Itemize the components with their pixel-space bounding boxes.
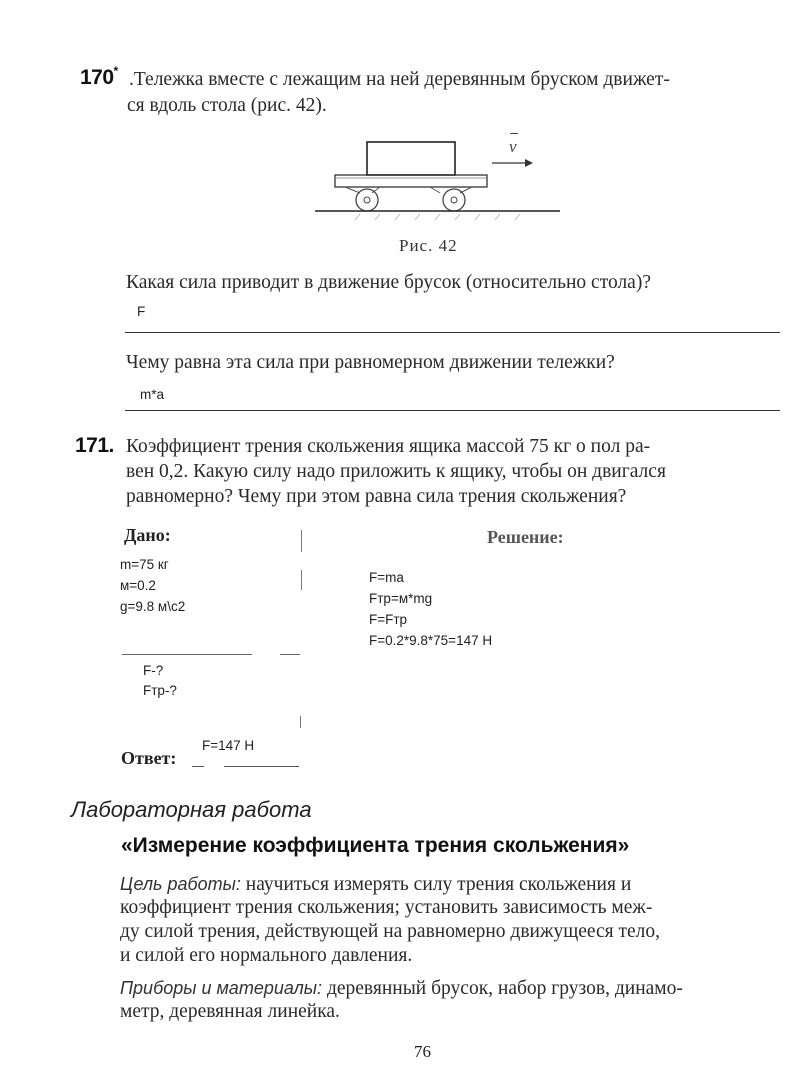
velocity-arrowhead: [525, 159, 533, 167]
given-value-mass[interactable]: m=75 кг: [120, 557, 169, 572]
lab-materials-line1: [120, 977, 683, 1000]
wheel-right: [443, 189, 465, 211]
find-friction[interactable]: Fтр-?: [143, 683, 177, 698]
answer-value[interactable]: F=147 Н: [202, 738, 255, 753]
answer-1-line: [125, 332, 780, 333]
column-divider-1: [301, 530, 302, 552]
table-hatching: [355, 214, 520, 220]
figure-caption: Рис. 42: [399, 236, 458, 255]
solution-line-2[interactable]: Fтр=м*mg: [369, 591, 433, 606]
answer-line-short: [192, 766, 204, 767]
lab-goal-line1: [120, 873, 631, 896]
answer-label: Ответ:: [121, 748, 177, 768]
solution-line-1[interactable]: F=ma: [369, 570, 404, 585]
given-value-mu[interactable]: м=0.2: [120, 578, 156, 593]
goal-line1-text: научиться измерять силу трения скольжения и: [240, 874, 632, 895]
task-170-number: [80, 66, 118, 90]
given-value-g[interactable]: g=9.8 м\с2: [120, 599, 186, 614]
answer-line: [224, 766, 299, 767]
task-170-text-line2: ся вдоль стола (рис. 42).: [127, 95, 327, 116]
answer-1-field[interactable]: F: [137, 304, 146, 319]
given-label: Дано:: [124, 525, 171, 545]
materials-line1-text: деревянный брусок, набор грузов, динамо-: [322, 978, 683, 999]
solution-line-3[interactable]: F=Fтр: [369, 612, 408, 627]
lab-goal-line3: ду силой трения, действующей на равномерно движущееся тело,: [120, 921, 661, 942]
wheel-left: [356, 189, 378, 211]
task-171-text-line2: вен 0,2. Какую силу надо приложить к ящику, чтобы он двигался: [126, 461, 666, 482]
given-divider-right: [280, 654, 300, 655]
answer-2-line: [125, 410, 780, 411]
question-2: Чему равна эта сила при равномерном движении тележки?: [126, 352, 615, 373]
solution-line-4[interactable]: F=0.2*9.8*75=147 Н: [369, 633, 493, 648]
question-1: Какая сила приводит в движение брусок (относительно стола)?: [126, 272, 651, 293]
cart-platform: [335, 175, 487, 187]
task-171-number: 171.: [75, 434, 114, 457]
wheel-left-hub: [364, 197, 370, 203]
given-divider: [122, 654, 252, 655]
wooden-block: [367, 142, 455, 175]
column-divider-2: [301, 570, 302, 590]
answer-2-field[interactable]: m*a: [140, 387, 165, 402]
task-171-text-line3: равномерно? Чему при этом равна сила трения скольжения?: [126, 486, 627, 507]
lab-goal-line2: коэффициент трения скольжения; установить зависимость меж-: [120, 897, 653, 918]
task-170-star: *: [113, 64, 118, 78]
task-171-text-line1: Коэффициент трения скольжения ящика массой 75 кг о пол ра-: [126, 436, 651, 457]
wheel-right-hub: [451, 197, 457, 203]
goal-label: Цель работы:: [120, 874, 241, 894]
solution-label: Решение:: [487, 527, 564, 547]
lab-heading: Лабораторная работа: [71, 797, 312, 822]
figure-42-cart: [300, 130, 580, 230]
lab-title: «Измерение коэффициента трения скольжения»: [121, 834, 630, 857]
task-170-text-line1: .Тележка вместе с лежащим на ней деревянным бруском движет-: [129, 69, 670, 90]
lab-materials-line2: метр, деревянная линейка.: [120, 1001, 340, 1022]
find-force[interactable]: F-?: [143, 663, 164, 678]
velocity-label: v: [509, 132, 517, 157]
materials-label: Приборы и материалы:: [120, 978, 323, 998]
column-divider-3: [300, 716, 301, 728]
lab-goal-line4: и силой его нормального давления.: [120, 945, 413, 966]
page-number: 76: [414, 1042, 431, 1061]
task-170-number-text: 170: [80, 66, 114, 89]
